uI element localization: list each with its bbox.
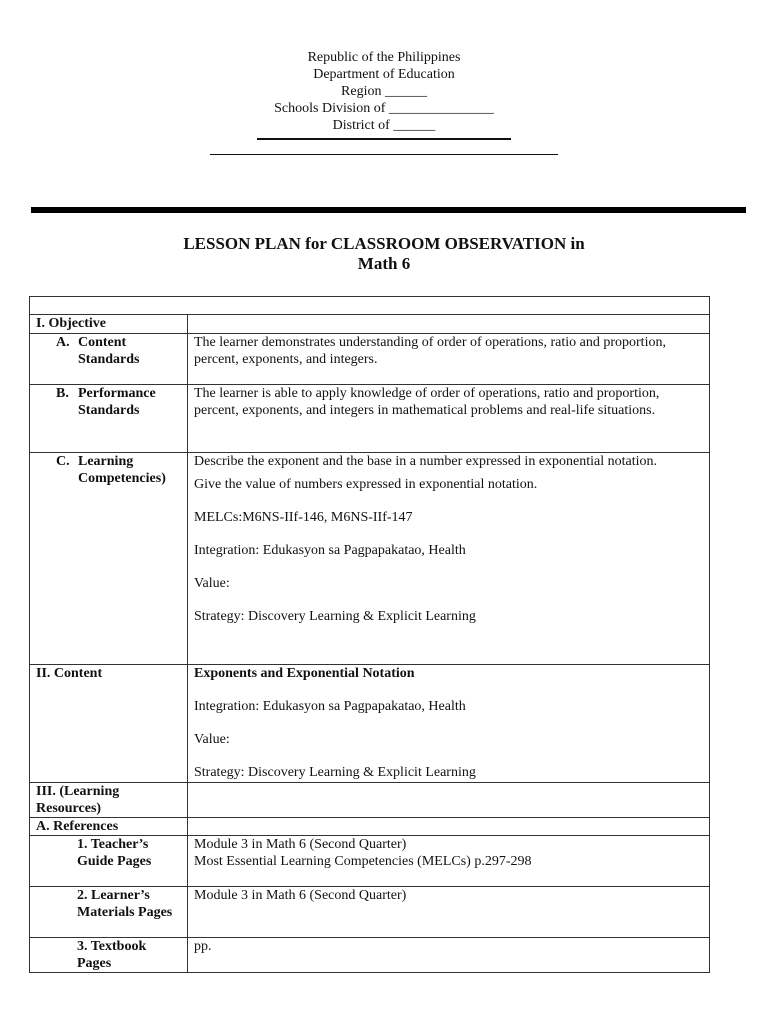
performance-standards-marker: B. [56,386,69,401]
table-cell-blank [188,818,710,836]
competency-melcs: MELCs:M6NS-IIf-146, M6NS-IIf-147 [194,510,413,525]
header-schools-division: Schools Division of _______________ [274,101,494,116]
teachers-guide-melcs: Most Essential Learning Competencies (MELCs) p.297-298 [194,854,532,869]
objective-heading: I. Objective [30,315,188,334]
table-row [30,453,710,665]
header-region: Region ______ [341,84,427,99]
document-header [0,49,768,155]
competency-value: Value: [194,576,230,591]
teachers-guide-module: Module 3 in Math 6 (Second Quarter) [194,837,407,852]
competency-give-value: Give the value of numbers expressed in exponential notation. [194,477,538,492]
content-standards-label: Content Standards [78,335,140,367]
textbook-label: 3. Textbook Pages [30,938,188,973]
textbook-text: pp. [188,938,710,973]
table-row [30,297,710,315]
teachers-guide-cell [188,836,710,887]
header-department: Department of Education [313,67,455,82]
content-cell [188,665,710,783]
header-divider [31,207,746,213]
table-row [30,818,710,836]
table-row [30,836,710,887]
competency-describe-exponent: Describe the exponent and the base in a number expressed in exponential notation. [194,454,658,469]
lesson-plan-table [29,296,710,973]
references-label: A. References [30,818,188,836]
content-value: Value: [194,732,230,747]
content-standards-label-cell [30,334,188,385]
content-integration: Integration: Edukasyon sa Pagpapakatao, Health [194,699,466,714]
table-row [30,887,710,938]
content-heading: II. Content [30,665,188,783]
performance-standards-label: Performance Standards [78,386,156,418]
learning-competencies-label: Learning Competencies) [78,454,166,486]
competency-integration: Integration: Edukasyon sa Pagpapakatao, Health [194,543,466,558]
table-row [30,315,710,334]
resources-heading: III. (Learning Resources) [30,783,188,818]
content-standards-marker: A. [56,335,70,350]
performance-standards-label-cell [30,385,188,453]
learning-competencies-marker: C. [56,454,70,469]
learners-materials-label: 2. Learner’s Materials Pages [30,887,188,938]
competency-strategy: Strategy: Discovery Learning & Explicit Learning [194,609,476,624]
learning-competencies-label-cell [30,453,188,665]
table-cell-blank [30,297,710,315]
table-cell-blank [188,315,710,334]
header-rule-thick [257,138,511,140]
learners-materials-text: Module 3 in Math 6 (Second Quarter) [188,887,710,938]
header-republic: Republic of the Philippines [307,50,461,65]
table-row [30,938,710,973]
table-row [30,334,710,385]
content-standards-text: The learner demonstrates understanding of order of operations, ratio and proportion, percent, exponents, and integers. [188,334,710,385]
performance-standards-text: The learner is able to apply knowledge of order of operations, ratio and proportion, percent, exponents, and integers in mathematical problems and real-life situations. [188,385,710,453]
table-row [30,665,710,783]
page-title [0,234,768,274]
title-line-1: LESSON PLAN for CLASSROOM OBSERVATION in [183,234,585,253]
learning-competencies-cell [188,453,710,665]
content-title: Exponents and Exponential Notation [194,666,415,681]
header-rule-thin [210,154,558,155]
table-row [30,783,710,818]
table-cell-blank [188,783,710,818]
title-line-2: Math 6 [357,254,411,273]
table-row [30,385,710,453]
teachers-guide-label: 1. Teacher’s Guide Pages [30,836,188,887]
content-strategy: Strategy: Discovery Learning & Explicit Learning [194,765,476,780]
header-district: District of ______ [332,118,436,133]
